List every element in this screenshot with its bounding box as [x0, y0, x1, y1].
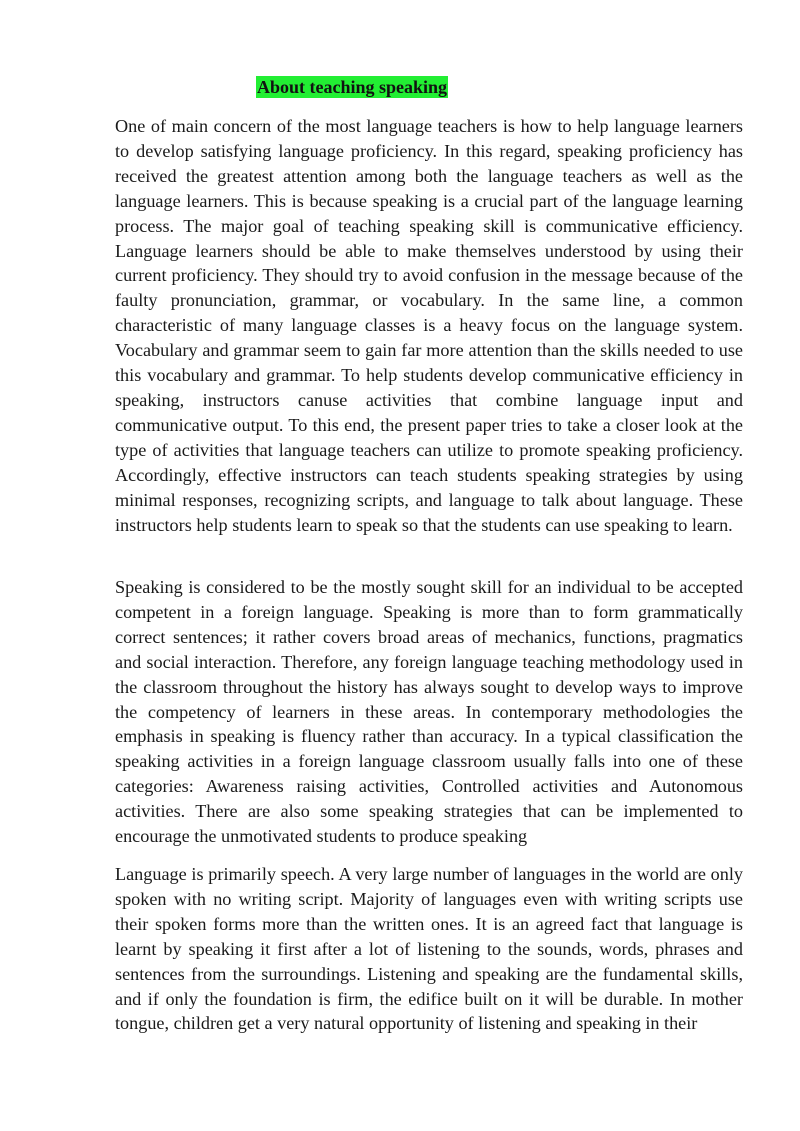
paragraph-3: Language is primarily speech. A very large number of languages in the world are only spoken with no writing script. Majority of languages even with writing scripts use their spoken forms more than the written ones. It is an agreed fact that language is learnt by speaking it first after a lot of listening to the sounds, words, phrases and sentences from the surroundings. Listening and speaking are the fundamental skills, and if only the foundation is firm, the edifice built on it will be durable. In mother tongue, children get a very natural opportunity of listening and speaking in their	[115, 864, 743, 1034]
paragraph-2: Speaking is considered to be the mostly sought skill for an individual to be accepted competent in a foreign language. Speaking is more than to form grammatically correct sentences; it rather covers broad areas of mechanics, functions, pragmatics and social interaction. Therefore, any foreign language teaching methodology used in the classroom throughout the history has always sought to develop ways to improve the competency of learners in these areas. In contemporary methodologies the emphasis in speaking is fluency rather than accuracy. In a typical classification the speaking activities in a foreign language classroom usually falls into one of these categories: Awareness raising activities, Controlled activities and Autonomous activities. There are also some speaking strategies that can be implemented to encourage the unmotivated students to produce speaking	[115, 577, 743, 847]
document-title: About teaching speaking	[257, 77, 448, 97]
paragraph-1: One of main concern of the most language teachers is how to help language learners to develop satisfying language proficiency. In this regard, speaking proficiency has received the greatest attention among both the language teachers as well as the language learners. This is because speaking is a crucial part of the language learning process. The major goal of teaching speaking skill is communicative efficiency. Language learners should be able to make themselves understood by using their current proficiency. They should try to avoid confusion in the message because of the faulty pronunciation, grammar, or vocabulary. In the same line, a common characteristic of many language classes is a heavy focus on the language system. Vocabulary and grammar seem to gain far more attention than the skills needed to use this vocabulary and grammar. To help students develop communicative efficiency in speaking, instructors canuse activities that combine language input and communicative output. To this end, the present paper tries to take a closer look at the type of activities that language teachers can utilize to promote speaking proficiency. Accordingly, effective instructors can teach students speaking strategies by using minimal responses, recognizing scripts, and language to talk about language. These instructors help students learn to speak so that the students can use speaking to learn.	[115, 116, 743, 535]
